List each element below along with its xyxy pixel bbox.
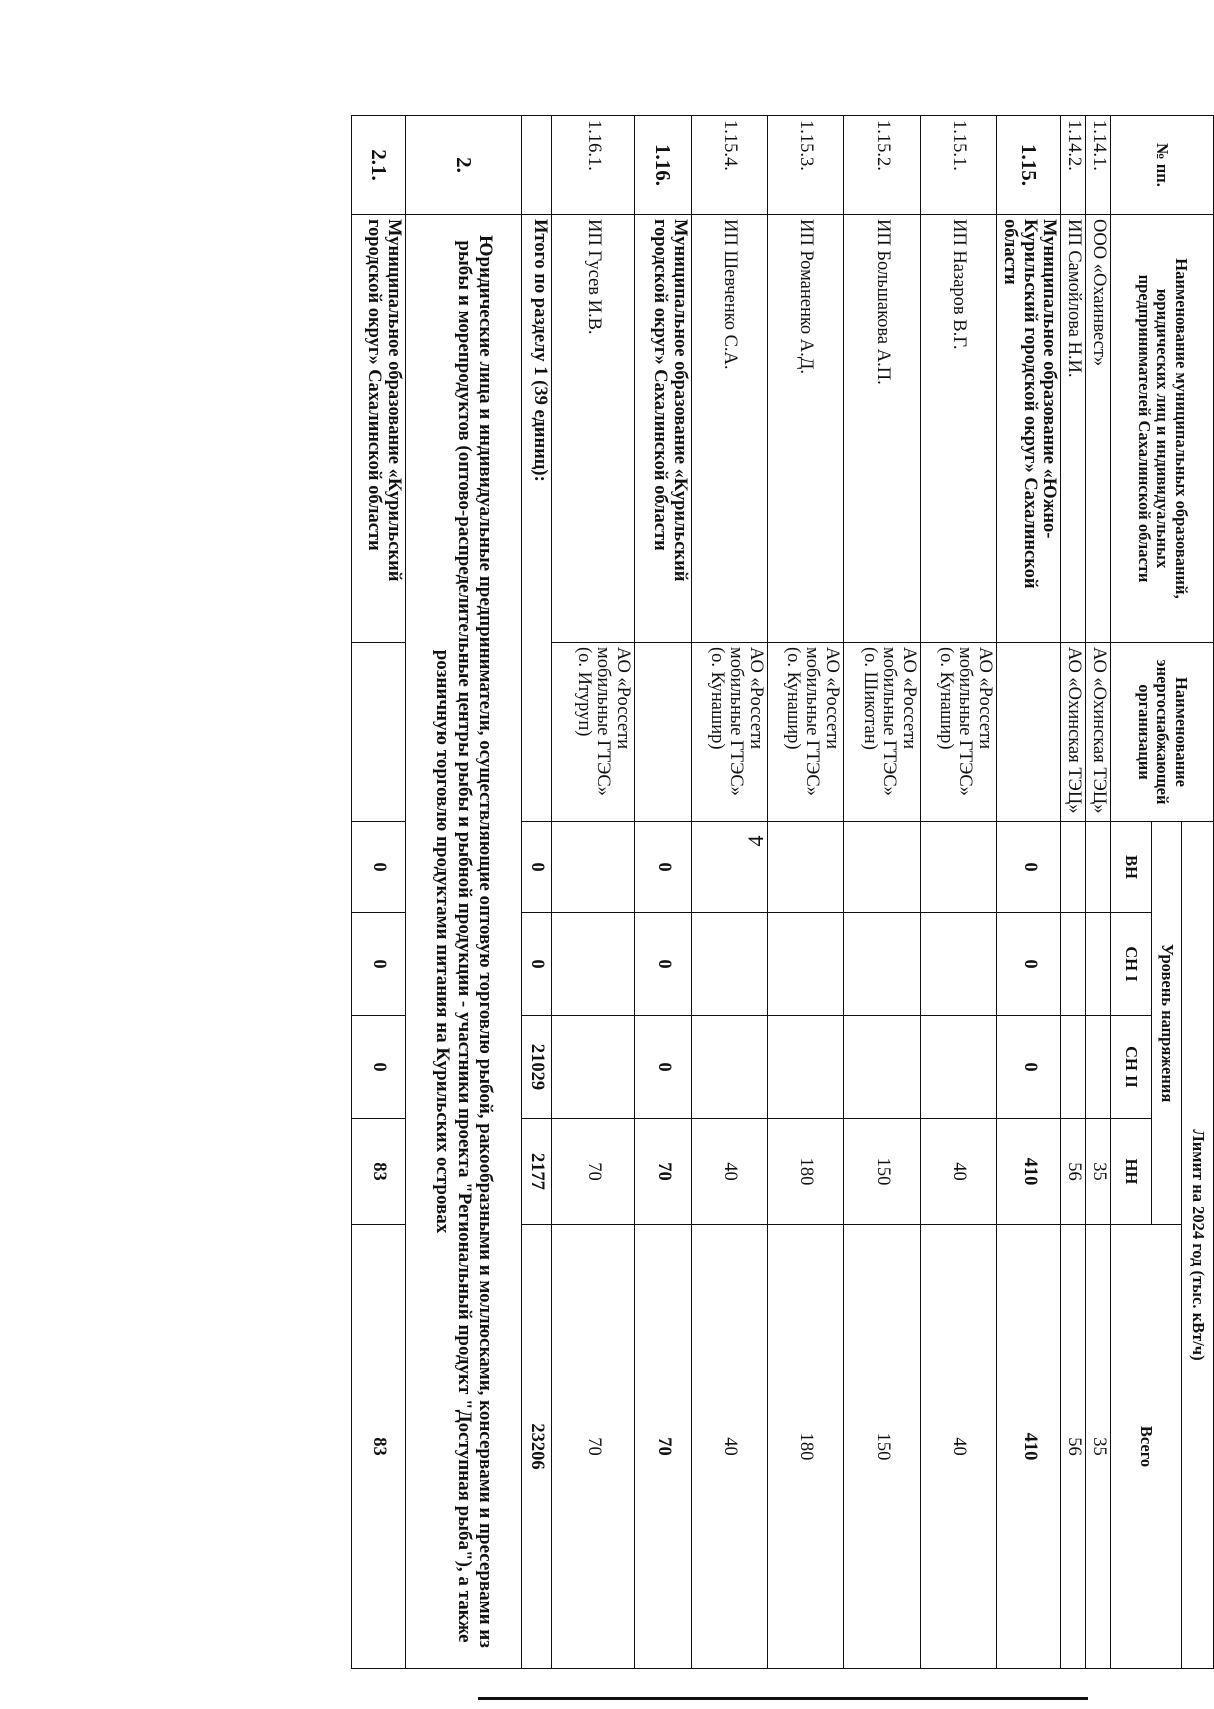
table-row xyxy=(1086,116,1111,1669)
row-vn xyxy=(768,822,844,913)
row-name: ИП Гусев И.В. xyxy=(552,215,635,643)
table-row-subgroup xyxy=(997,116,1061,1669)
row-nn: 150 xyxy=(844,1119,921,1225)
header-voltage-level: Уровень напряжения xyxy=(1152,822,1182,1225)
row-sn1 xyxy=(844,913,921,1016)
row-org xyxy=(352,643,406,822)
row-total: 40 xyxy=(921,1225,997,1669)
row-org: АО «Россети мобильные ГТЭС» (о. Кунашир) xyxy=(768,643,844,822)
header-sn1: СН I xyxy=(1111,913,1152,1016)
table-row xyxy=(921,116,997,1669)
row-org: АО «Россети мобильные ГТЭС» (о. Кунашир) xyxy=(921,643,997,822)
table-row-subgroup xyxy=(635,116,692,1669)
subtotal-nn: 2177 xyxy=(522,1119,552,1225)
row-nn: 410 xyxy=(997,1119,1061,1225)
row-no: 1.15.2. xyxy=(844,116,921,215)
row-name: ООО «Охаинвест» xyxy=(1086,215,1111,643)
header-no: № пп. xyxy=(1111,116,1214,215)
row-sn2 xyxy=(1061,1016,1086,1119)
row-sn2 xyxy=(1086,1016,1111,1119)
header-name: Наименование муниципальных образований, юридических лиц и индивидуальных предпринимателей Сахалинской области xyxy=(1111,215,1214,643)
header-limit: Лимит на 2024 год (тыс. кВт/ч) xyxy=(1182,822,1214,1669)
subtotal-sn2: 21029 xyxy=(522,1016,552,1119)
row-org xyxy=(997,643,1061,822)
row-sn1 xyxy=(1086,913,1111,1016)
row-vn xyxy=(692,822,768,913)
row-no: 1.16.1. xyxy=(552,116,635,215)
row-name: Муниципальное образование «Южно-Курильский городской округ» Сахалинской области xyxy=(997,215,1061,643)
section-header-row xyxy=(406,116,522,1669)
scan-edge-line xyxy=(478,1697,1088,1700)
row-vn xyxy=(844,822,921,913)
row-total: 180 xyxy=(768,1225,844,1669)
row-nn: 56 xyxy=(1061,1119,1086,1225)
row-sn2 xyxy=(768,1016,844,1119)
row-nn: 35 xyxy=(1086,1119,1111,1225)
row-sn1 xyxy=(1061,913,1086,1016)
row-total: 70 xyxy=(552,1225,635,1669)
table-row xyxy=(844,116,921,1669)
subtotal-row xyxy=(522,116,552,1669)
row-no: 1.14.1. xyxy=(1086,116,1111,215)
row-sn2: 0 xyxy=(352,1016,406,1119)
limits-table-rotated xyxy=(351,115,1214,1668)
row-vn: 0 xyxy=(352,822,406,913)
table-row xyxy=(768,116,844,1669)
row-org: АО «Охинская ТЭЦ» xyxy=(1061,643,1086,822)
row-nn: 40 xyxy=(921,1119,997,1225)
subtotal-vn: 0 xyxy=(522,822,552,913)
row-name: Муниципальное образование «Курильский городской округ» Сахалинской области xyxy=(635,215,692,643)
row-total: 70 xyxy=(635,1225,692,1669)
row-org: АО «Охинская ТЭЦ» xyxy=(1086,643,1111,822)
row-no: 1.15. xyxy=(997,116,1061,215)
row-org xyxy=(635,643,692,822)
page-number: 4 xyxy=(743,835,768,847)
row-no: 2.1. xyxy=(352,116,406,215)
row-total: 150 xyxy=(844,1225,921,1669)
table-row xyxy=(1061,116,1086,1669)
row-sn2 xyxy=(844,1016,921,1119)
subtotal-label: Итого по разделу 1 (39 единиц): xyxy=(522,215,552,822)
section-no: 2. xyxy=(406,116,522,215)
row-sn1: 0 xyxy=(352,913,406,1016)
table-row xyxy=(552,116,635,1669)
row-sn2 xyxy=(921,1016,997,1119)
subtotal-total: 23206 xyxy=(522,1225,552,1669)
row-sn1 xyxy=(692,913,768,1016)
row-total: 56 xyxy=(1061,1225,1086,1669)
table-row-subgroup xyxy=(352,116,406,1669)
row-nn: 83 xyxy=(352,1119,406,1225)
section-title: Юридические лица и индивидуальные предприниматели, осуществляющие оптовую торговлю рыбой, ракообразными и моллюсками, консервами и пресервами из рыбы и морепродуктов (оптово-распределительные центры рыбы и рыбной продукции - участники проекта "Региональный продукт "Доступная рыба"), а также розничную торговлю продуктами питания на Курильских островах xyxy=(406,215,522,1669)
row-sn1 xyxy=(921,913,997,1016)
row-no: 1.15.4. xyxy=(692,116,768,215)
header-sn2: СН II xyxy=(1111,1016,1152,1119)
subtotal-sn1: 0 xyxy=(522,913,552,1016)
row-vn: 0 xyxy=(997,822,1061,913)
row-sn2: 0 xyxy=(635,1016,692,1119)
row-no: 1.14.2. xyxy=(1061,116,1086,215)
row-nn: 70 xyxy=(635,1119,692,1225)
header-org: Наименование энергоснабжающей организации xyxy=(1111,643,1214,822)
row-total: 40 xyxy=(692,1225,768,1669)
table-row xyxy=(692,116,768,1669)
row-no: 1.15.3. xyxy=(768,116,844,215)
row-nn: 70 xyxy=(552,1119,635,1225)
header-nn: НН xyxy=(1111,1119,1152,1225)
row-vn xyxy=(1086,822,1111,913)
row-sn1 xyxy=(552,913,635,1016)
row-name: ИП Романенко А.Д. xyxy=(768,215,844,643)
row-sn1: 0 xyxy=(635,913,692,1016)
limits-table xyxy=(351,115,1214,1669)
row-name: ИП Большакова А.П. xyxy=(844,215,921,643)
row-total: 410 xyxy=(997,1225,1061,1669)
row-name: ИП Самойлова Н.И. xyxy=(1061,215,1086,643)
row-vn xyxy=(552,822,635,913)
row-sn1: 0 xyxy=(997,913,1061,1016)
row-nn: 40 xyxy=(692,1119,768,1225)
row-name: ИП Шевченко С.А. xyxy=(692,215,768,643)
row-sn2 xyxy=(692,1016,768,1119)
row-sn2: 0 xyxy=(997,1016,1061,1119)
row-org: АО «Россети мобильные ГТЭС» (о. Итуруп) xyxy=(552,643,635,822)
row-sn1 xyxy=(768,913,844,1016)
subtotal-no xyxy=(522,116,552,215)
row-name: Муниципальное образование «Курильский городской округ» Сахалинской области xyxy=(352,215,406,643)
row-sn2 xyxy=(552,1016,635,1119)
header-total: Всего xyxy=(1111,1225,1182,1669)
row-vn xyxy=(921,822,997,913)
row-nn: 180 xyxy=(768,1119,844,1225)
row-no: 1.16. xyxy=(635,116,692,215)
row-no: 1.15.1. xyxy=(921,116,997,215)
row-total: 35 xyxy=(1086,1225,1111,1669)
row-total: 83 xyxy=(352,1225,406,1669)
row-vn: 0 xyxy=(635,822,692,913)
row-org: АО «Россети мобильные ГТЭС» (о. Шикотан) xyxy=(844,643,921,822)
row-org: АО «Россети мобильные ГТЭС» (о. Кунашир) xyxy=(692,643,768,822)
row-name: ИП Назаров В.Г. xyxy=(921,215,997,643)
header-vn: ВН xyxy=(1111,822,1152,913)
row-vn xyxy=(1061,822,1086,913)
